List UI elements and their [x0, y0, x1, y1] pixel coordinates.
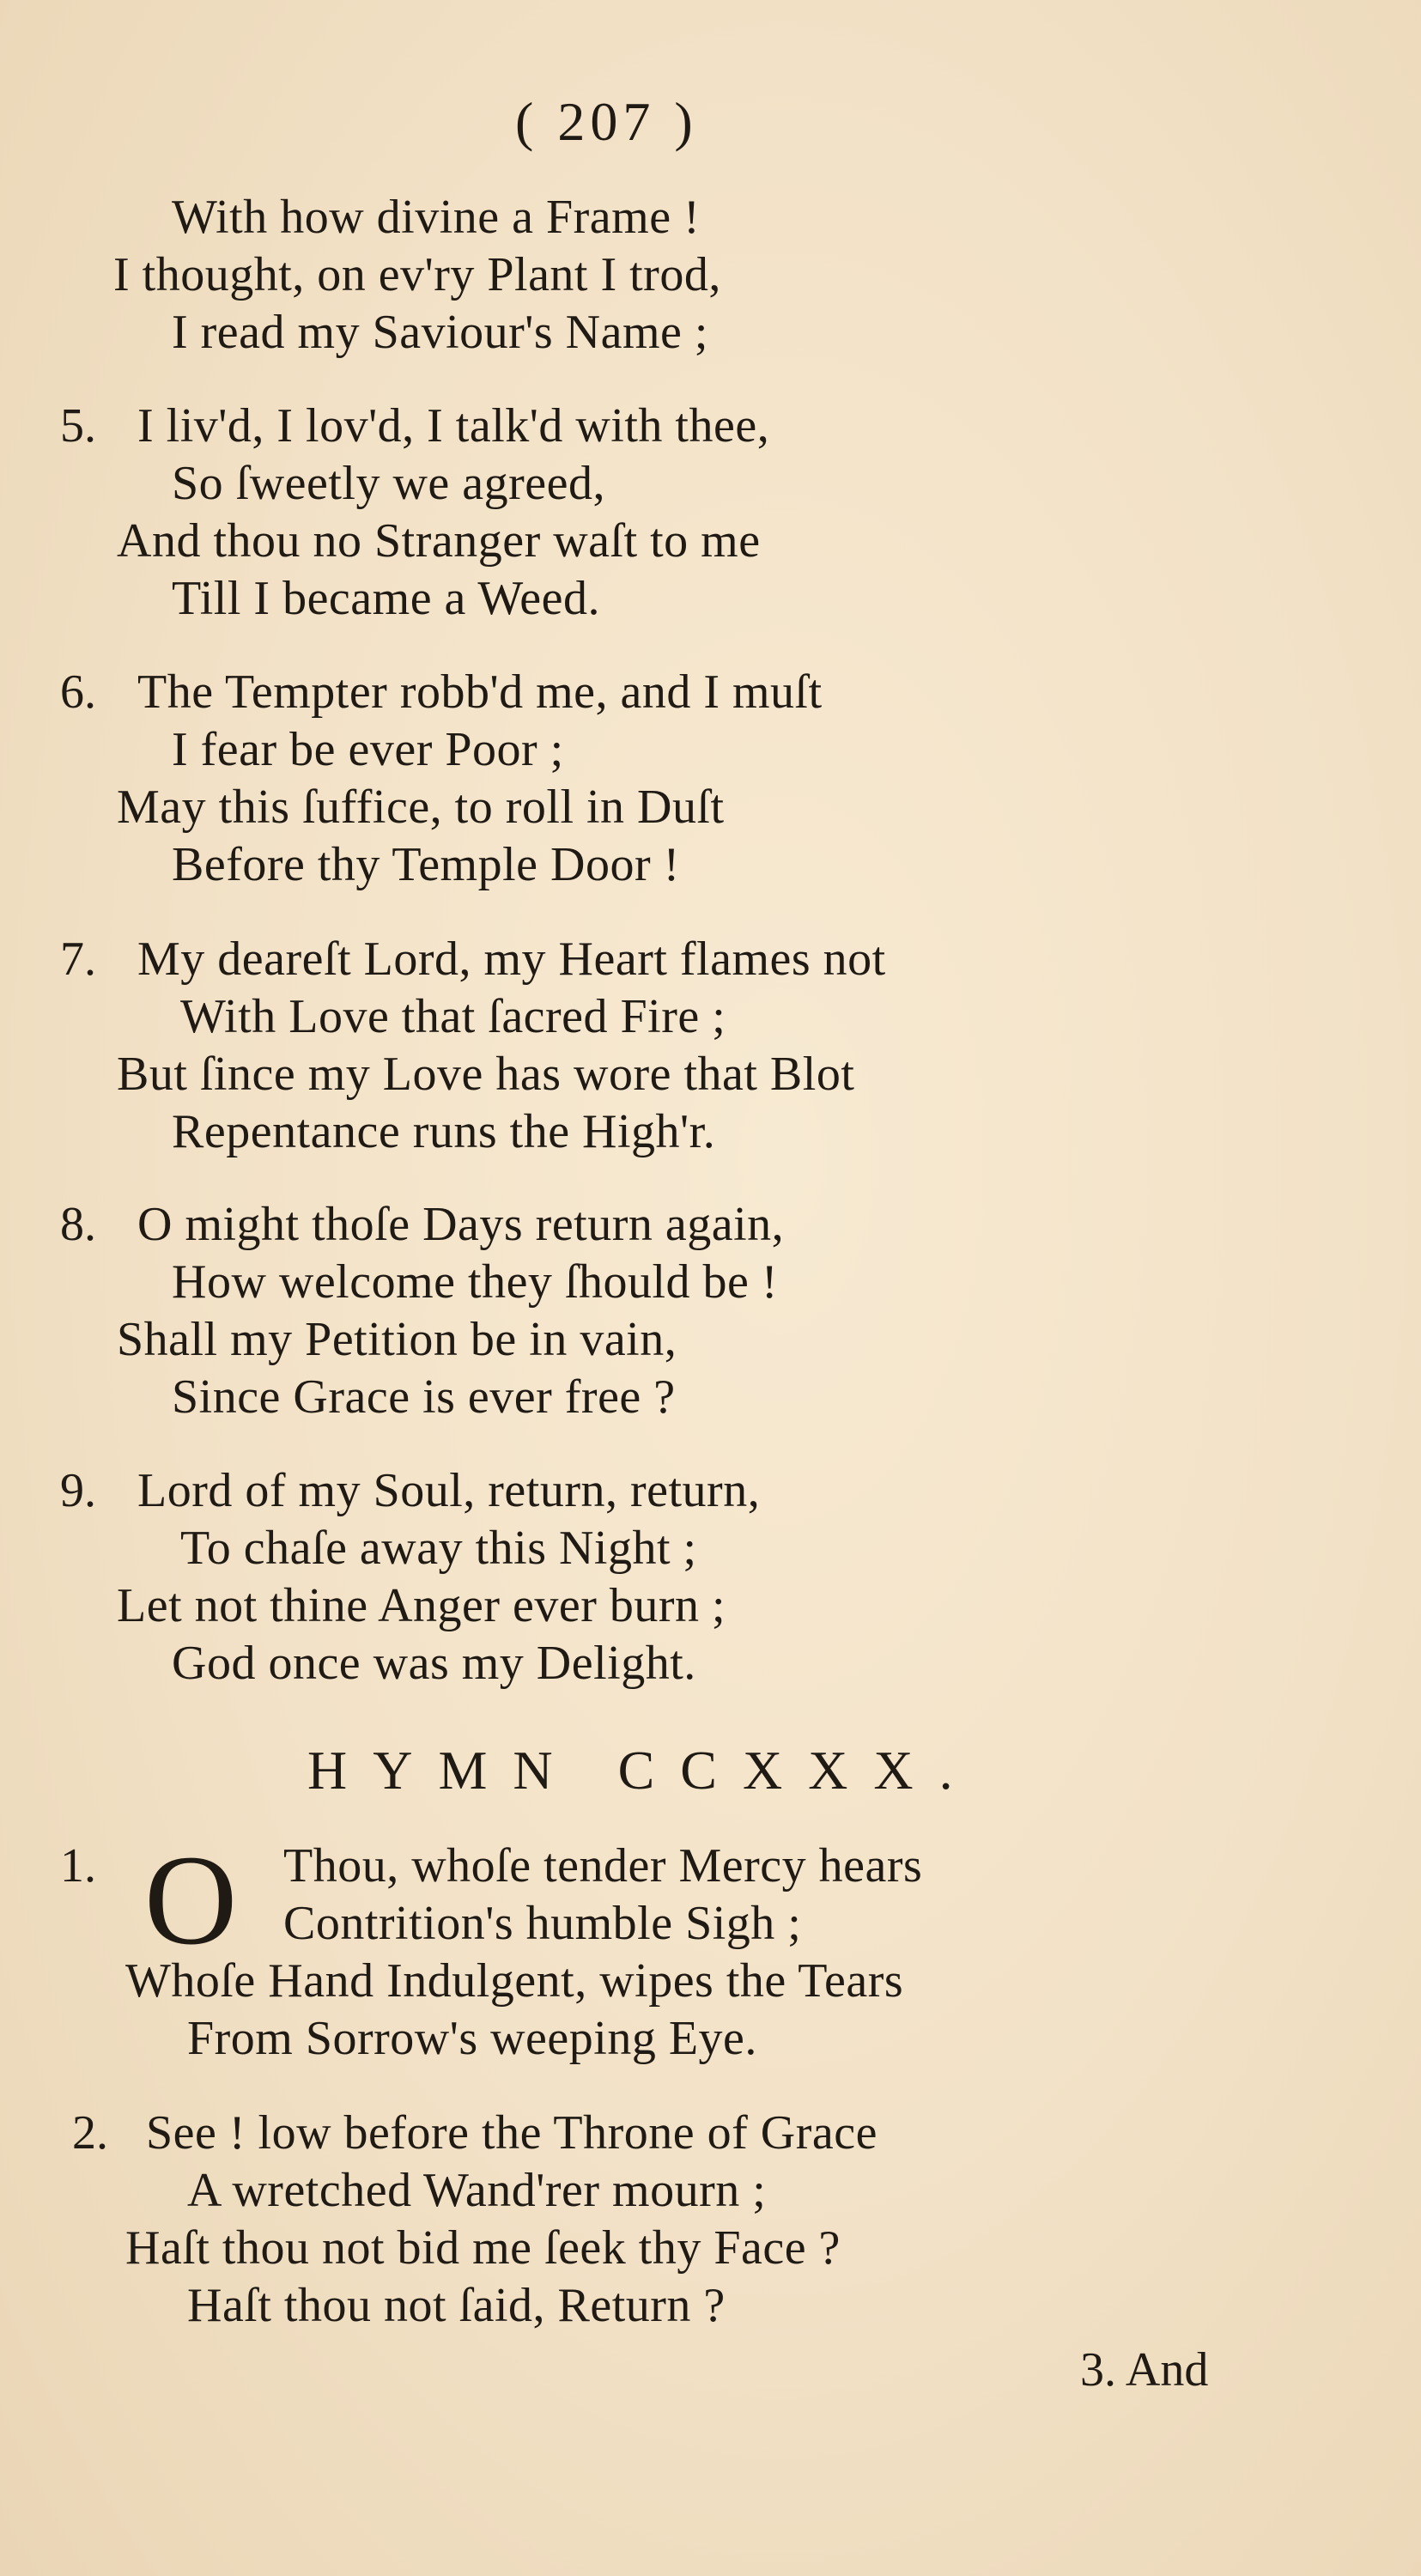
verse-line: May this ſuffice, to roll in Duſt	[117, 781, 725, 834]
verse-line: Repentance runs the High'r.	[172, 1105, 716, 1158]
verse-line: Thou, whoſe tender Mercy hears	[283, 1839, 923, 1893]
verse-number: 8.	[60, 1198, 96, 1251]
verse-line: Lord of my Soul, return, return,	[137, 1464, 761, 1517]
verse-line: The Tempter robb'd me, and I muſt	[137, 665, 823, 719]
verse-line: Haſt thou not bid me ſeek thy Face ?	[125, 2221, 841, 2275]
verse-number: 6.	[60, 665, 96, 719]
verse-line: Before thy Temple Door !	[172, 838, 680, 891]
verse-line: I read my Saviour's Name ;	[172, 306, 708, 359]
hymn-title: HYMN CCXXX.	[307, 1740, 979, 1801]
verse-line: How welcome they ſhould be !	[172, 1255, 779, 1309]
verse-line: With Love that ſacred Fire ;	[180, 990, 726, 1043]
verse-line: Since Grace is ever free ?	[172, 1370, 676, 1424]
verse-line: Whoſe Hand Indulgent, wipes the Tears	[125, 1954, 904, 2008]
page-number: ( 207 )	[515, 91, 698, 152]
verse-line: Till I became a Weed.	[172, 572, 600, 625]
verse-line: Shall my Petition be in vain,	[117, 1313, 677, 1366]
verse-number: 2.	[72, 2106, 108, 2160]
verse-line: To chaſe away this Night ;	[180, 1522, 697, 1575]
verse-line: A wretched Wand'rer mourn ;	[187, 2164, 767, 2217]
verse-line: I fear be ever Poor ;	[172, 723, 564, 776]
verse-line: Let not thine Anger ever burn ;	[117, 1579, 726, 1632]
verse-line: I liv'd, I lov'd, I talk'd with thee,	[137, 399, 770, 453]
verse-line: God once was my Delight.	[172, 1637, 696, 1690]
verse-line: O might thoſe Days return again,	[137, 1198, 785, 1251]
verse-line: Contrition's humble Sigh ;	[283, 1897, 802, 1950]
verse-line: My deareſt Lord, my Heart flames not	[137, 933, 886, 986]
verse-number: 7.	[60, 933, 96, 986]
verse-line: And thou no Stranger waſt to me	[117, 514, 761, 568]
verse-line: Haſt thou not ſaid, Return ?	[187, 2279, 726, 2332]
verse-number: 9.	[60, 1464, 96, 1517]
verse-line: I thought, on ev'ry Plant I trod,	[113, 248, 721, 301]
catchword: 3. And	[1080, 2343, 1209, 2397]
verse-number: 1.	[60, 1839, 96, 1893]
verse-line: From Sorrow's weeping Eye.	[187, 2012, 757, 2065]
verse-line: So ſweetly we agreed,	[172, 457, 605, 510]
drop-cap: O	[144, 1829, 238, 1971]
verse-line: With how divine a Frame !	[172, 191, 701, 244]
verse-line: See ! low before the Throne of Grace	[146, 2106, 877, 2160]
verse-number: 5.	[60, 399, 96, 453]
verse-line: But ſince my Love has wore that Blot	[117, 1048, 855, 1101]
